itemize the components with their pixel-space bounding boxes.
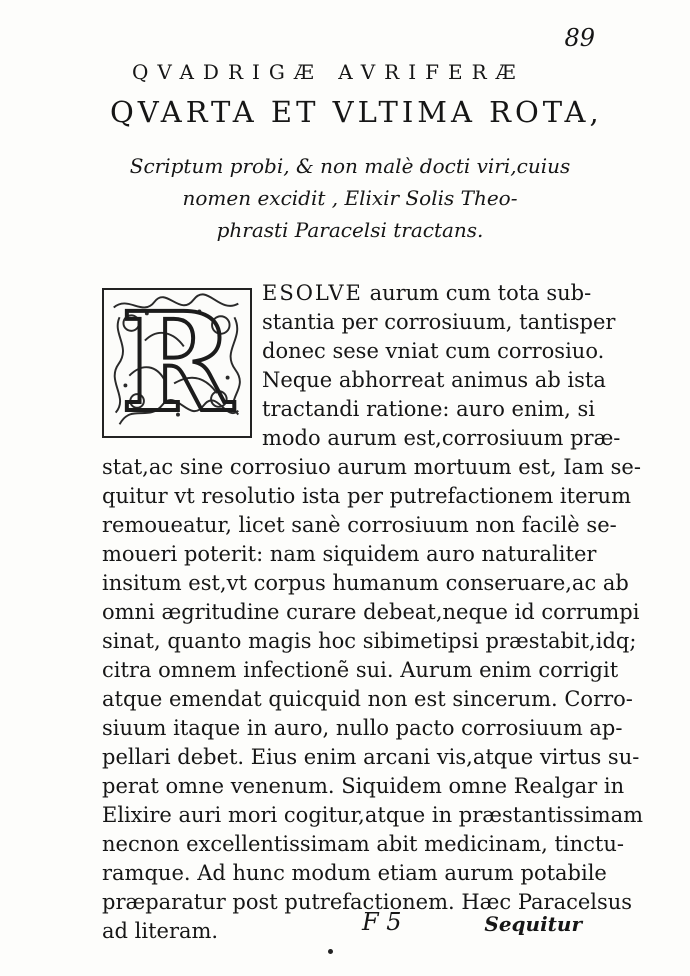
text-line: perat omne venenum. Siquidem omne Realgar in bbox=[102, 774, 625, 798]
text-line: ad literam. bbox=[102, 919, 219, 943]
text-line: pellari debet. Eius enim arcani vis,atque virtus su- bbox=[102, 745, 640, 769]
text-line: modo aurum est,corrosiuum præ- bbox=[262, 426, 621, 450]
catchword: Sequitur bbox=[484, 912, 582, 936]
page-number: 89 bbox=[564, 24, 595, 52]
text-line: remoueatur, licet sanè corrosiuum non facilè se- bbox=[102, 513, 617, 537]
bottom-dot bbox=[328, 949, 333, 954]
text-line: sinat, quanto magis hoc sibimetipsi præstabit,idq; bbox=[102, 629, 637, 653]
text-line: moueri poterit: nam siquidem auro naturaliter bbox=[102, 542, 597, 566]
text-line: atque emendat quicquid non est sincerum. Corro- bbox=[102, 687, 633, 711]
subtitle-line: Scriptum probi, & non malè docti viri,cuius bbox=[129, 154, 571, 178]
subtitle-line: phrasti Paracelsi tractans. bbox=[216, 218, 484, 242]
title-line-1: QVADRIGÆ AVRIFERÆ bbox=[132, 60, 525, 84]
text-line: ramque. Ad hunc modum etiam aurum potabile bbox=[102, 861, 607, 885]
subtitle bbox=[100, 150, 600, 246]
text-line: Elixire auri mori cogitur,atque in præstantissimam bbox=[102, 803, 644, 827]
text-line: stantia per corrosiuum, tantisper bbox=[262, 310, 616, 334]
line-remainder: aurum cum tota sub- bbox=[362, 281, 592, 305]
text-line: insitum est,vt corpus humanum conseruare,ac ab bbox=[102, 571, 629, 595]
decorated-initial bbox=[102, 283, 252, 443]
text-line: omni ægritudine curare debeat,neque id corrumpi bbox=[102, 600, 640, 624]
text-line bbox=[262, 279, 592, 308]
text-line: stat,ac sine corrosiuo aurum mortuum est, Iam se- bbox=[102, 455, 641, 479]
opening-word: ESOLVE bbox=[262, 281, 363, 305]
subtitle-line: nomen excidit , Elixir Solis Theo- bbox=[182, 186, 518, 210]
signature-mark: F 5 bbox=[362, 908, 402, 936]
initial-letter: R bbox=[120, 283, 234, 443]
text-line: præparatur post putrefactionem. Hæc Paracelsus bbox=[102, 890, 633, 914]
text-line: donec sese vniat cum corrosiuo. bbox=[262, 339, 605, 363]
text-line: citra omnem infectionẽ sui. Aurum enim corrigit bbox=[102, 658, 619, 682]
body-paragraph bbox=[102, 453, 644, 946]
text-line: siuum itaque in auro, nullo pacto corrosiuum ap- bbox=[102, 716, 623, 740]
text-beside-initial bbox=[262, 279, 621, 453]
text-line: quitur vt resolutio ista per putrefactionem iterum bbox=[102, 484, 631, 508]
title-line-2: QVARTA ET VLTIMA ROTA, bbox=[110, 95, 603, 129]
text-line: Neque abhorreat animus ab ista bbox=[262, 368, 606, 392]
text-line: tractandi ratione: auro enim, si bbox=[262, 397, 595, 421]
page-footer bbox=[102, 908, 582, 940]
text-line: necnon excellentissimam abit medicinam, tinctu- bbox=[102, 832, 624, 856]
